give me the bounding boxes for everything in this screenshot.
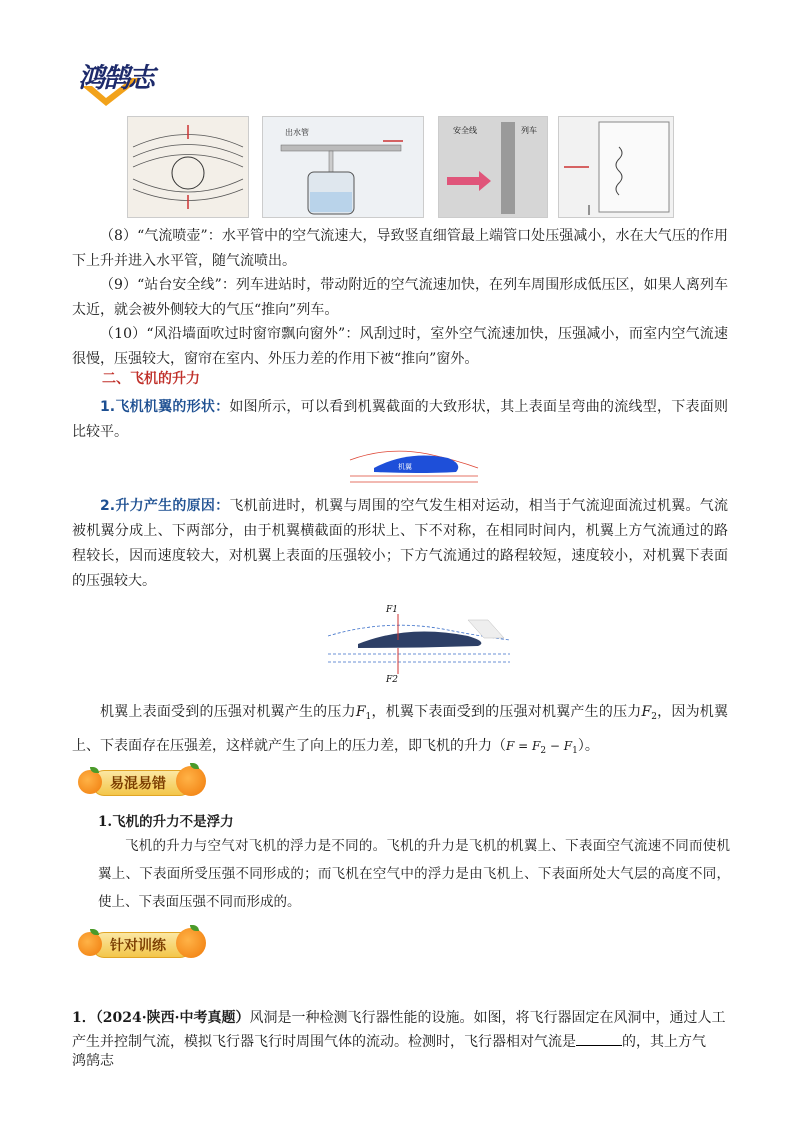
force-text-c: ，因为机翼上、下表面存在压强差，这样就产生了向上的压力差，即飞机的升力（ [72, 704, 729, 754]
photo-spray-bottle [262, 116, 424, 218]
badge-targeted-practice [78, 926, 208, 960]
wing-label: 机翼 [398, 463, 412, 471]
paragraph-force-difference [72, 698, 728, 766]
question-text-1: 风洞是一种检测飞行器性能的设施。如图，将飞行器固定在风洞中，通过人工产生并控制气流，模拟飞行器飞行时周围气体的流动。检测时，飞行器相对气流是 [72, 1010, 726, 1050]
photo-pipe-label: 出水管 [285, 128, 309, 137]
footer-brand: 鸿鹄志 [72, 1053, 114, 1069]
paragraph-lift-cause [72, 494, 728, 594]
force-text-d: ）。 [577, 738, 599, 754]
symbol-f1: $F_1$ [355, 704, 372, 722]
force-text-b: ，机翼下表面受到的压强对机翼产生的压力 [371, 704, 642, 720]
badge-common-mistakes [78, 764, 208, 798]
note-title: 1.飞机的升力不是浮力 [98, 814, 234, 830]
photo-train-label: 列车 [521, 126, 537, 135]
badge-common-mistakes-label: 易混易错 [110, 776, 166, 792]
question-1 [72, 1006, 728, 1054]
badge-targeted-practice-label: 针对训练 [110, 938, 166, 954]
orange-icon [78, 770, 102, 794]
text-wing-shape: 如图所示，可以看到机翼截面的大致形状，其上表面呈弯曲的流线型，下表面则比较平。 [72, 399, 729, 440]
paragraph-curtain: （10）“风沿墙面吹过时窗帘飘向窗外”：风刮过时，室外空气流速加快，压强减小，而室内空气流速很慢，压强较大，窗帘在室内、外压力差的作用下被“推向”窗外。 [72, 326, 728, 367]
orange-icon [176, 928, 206, 958]
force-f2-label: F2 [386, 675, 398, 684]
photo-curtain-window [558, 116, 674, 218]
photo-platform-safety-line [438, 116, 548, 218]
question-number: 1． [72, 1010, 96, 1026]
section-title-lift: 二、飞机的升力 [102, 371, 200, 387]
label-lift-cause: 2.升力产生的原因： [100, 498, 230, 514]
logo-text: 鸿鹄志 [78, 63, 153, 94]
text-lift-cause: 飞机前进时，机翼与周围的空气发生相对运动，相当于气流迎面流过机翼。气流被机翼分成上、下两部分，由于机翼横截面的形状上、下不对称，在相同时间内，机翼上方气流通过的路程较长，因而速度较大，对机翼上表面的压强较小；下方气流通过的路程较短，速度较小，对机翼下表面的压强较大。 [72, 498, 729, 589]
force-text-a: 机翼上表面受到的压强对机翼产生的压力 [100, 704, 356, 720]
photo-safety-line-label: 安全线 [453, 126, 477, 135]
wing-airflow-diagram [348, 448, 480, 486]
wing-force-diagram [328, 600, 510, 684]
label-wing-shape: 1.飞机机翼的形状： [100, 399, 230, 415]
question-text-2: 的，其上方气 [622, 1034, 706, 1050]
answer-blank[interactable] [576, 1031, 622, 1046]
lift-formula: $F = F_2 - F_1$ [506, 739, 578, 756]
note-text: 飞机的升力与空气对飞机的浮力是不同的。飞机的升力是飞机的机翼上、下表面空气流速不同而使机翼上、下表面所受压强不同形成的；而飞机在空气中的浮力是由飞机上、下表面所处大气层的高度不同，使上、下表面压强不同而形成的。 [98, 838, 730, 910]
paragraph-safety-line: （9）“站台安全线”：列车进站时，带动附近的空气流速加快，在列车周围形成低压区，如果人离列车太近，就会被外侧较大的气压“推向”列车。 [72, 277, 728, 318]
orange-icon [78, 932, 102, 956]
orange-icon [176, 766, 206, 796]
paragraph-spray-pot: （8）“气流喷壶”：水平管中的空气流速大，导致竖直细管最上端管口处压强减小，水在大气压的作用下上升并进入水平管，随气流喷出。 [72, 228, 728, 269]
symbol-f2: $F_2$ [641, 704, 657, 722]
photo-airflow-ball [127, 116, 249, 218]
logo [72, 58, 184, 110]
question-source: （2024·陕西·中考真题） [95, 1010, 250, 1026]
force-f1-label: F1 [386, 605, 398, 615]
paragraph-wing-shape [72, 395, 728, 445]
